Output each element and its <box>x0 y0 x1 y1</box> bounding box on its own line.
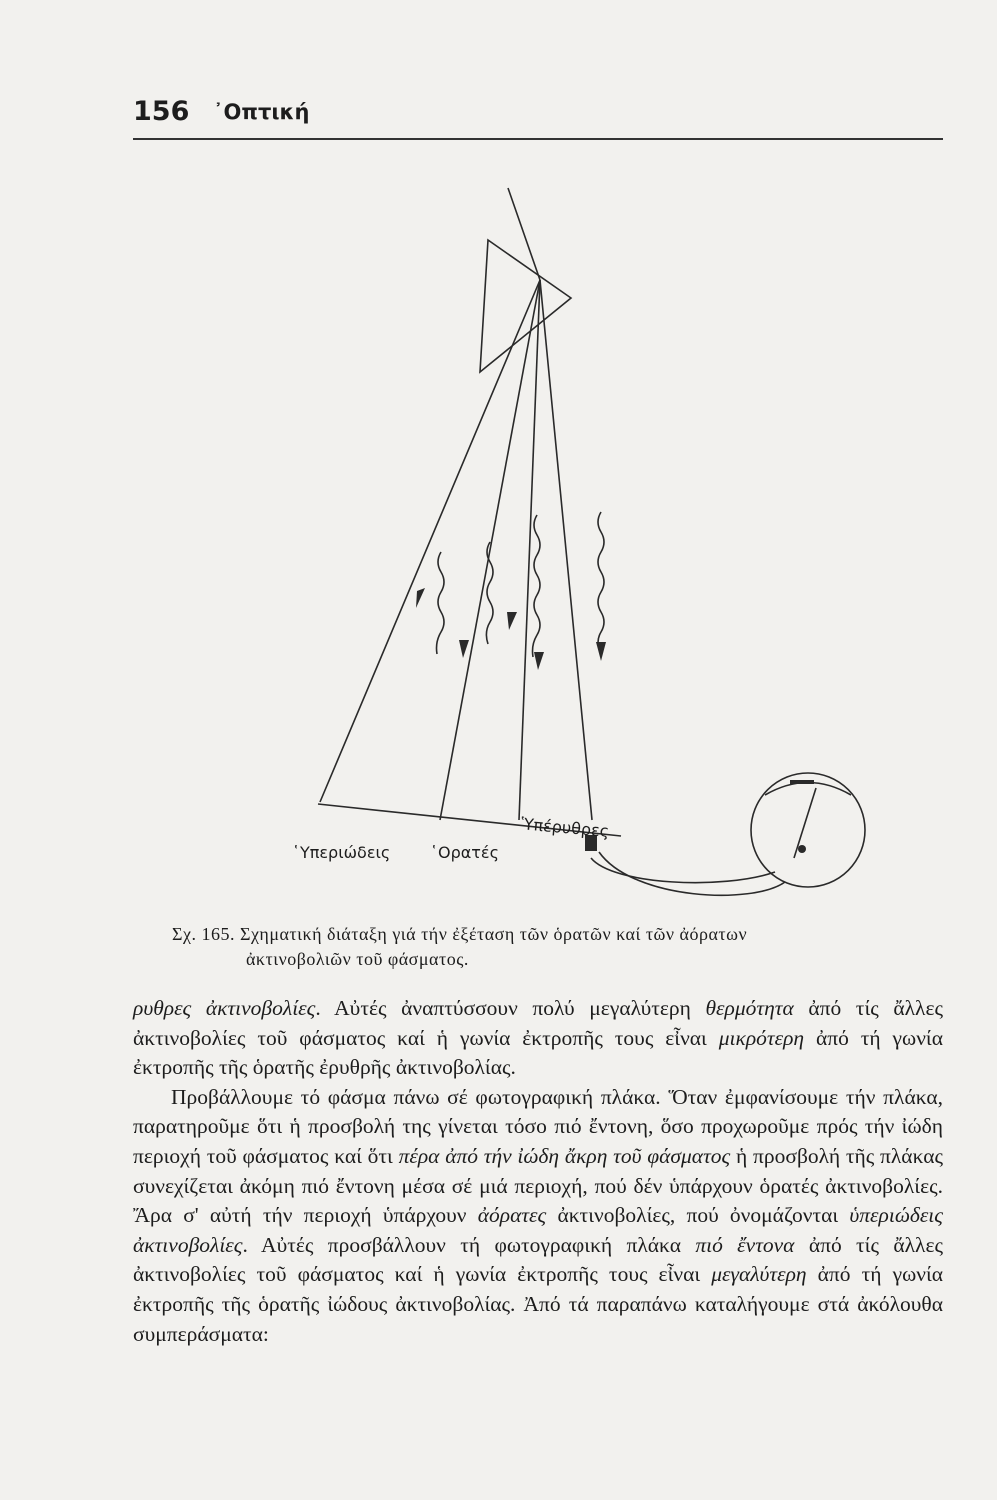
caption-line-2: ἀκτινοβολιῶν τοῦ φάσματος. <box>246 949 469 969</box>
figure-caption <box>172 922 892 972</box>
text-run: μικρότερη <box>718 1025 805 1050</box>
page-number: 156 <box>133 96 190 127</box>
paragraph-2 <box>133 1083 943 1349</box>
text-run: ρυθρες ἀκτινοβολίες <box>133 996 316 1020</box>
text-run: πιό ἔντονα <box>695 1232 795 1257</box>
label-visible: ῾Ορατές <box>430 843 499 862</box>
text-run: θερμότητα <box>705 996 794 1020</box>
text-run: Προβάλλουμε τό φάσμα πάνω σέ φωτογραφική πλάκα. Ὅταν ἐμφανίσουμε τήν πλάκα, παρατηροῦμε ὅτι ἡ προσβολή της γίνεται τόσο πιό ἔντονη, ὅσο προχωροῦμε πρός τήν ἰώδη περιοχή τοῦ φάσματος καί ὅτι <box>133 1084 943 1168</box>
paragraph-1 <box>133 994 943 1083</box>
text-run: ὑπεριώδεις ἀκτινοβολίες <box>133 1203 943 1257</box>
text-run: ἀπό τίς ἄλλες ἀκτινοβολίες τοῦ φάσματος καί ἡ γωνία ἐκτροπῆς τους εἶναι <box>133 1232 943 1287</box>
text-run: ἀπό τή γωνία ἐκτροπῆς τῆς ὁρατῆς ἐρυθρῆς ἀκτινοβολίας. <box>133 1025 943 1080</box>
wavy-arrow-1 <box>437 552 445 654</box>
infrared-ray <box>540 280 592 820</box>
galvanometer-scale <box>765 783 851 796</box>
wavy-arrow-2 <box>486 542 493 644</box>
wavy-arrow-3 <box>533 515 541 657</box>
text-run: ἀκτινοβολίες, πού ὀνομάζονται <box>546 1203 850 1228</box>
ultraviolet-ray <box>320 280 540 802</box>
text-run: ἡ προσβολή τῆς πλάκας συνεχίζεται ἀκόμη πιό ἔντονη μέσα σέ μιά περιοχή, πού δέν ὑπάρχουν ὁρατές ἀκτινοβολίες. Ἄρα σ' αὐτή τήν περιοχή ὑπάρχουν <box>133 1143 943 1228</box>
text-run: . Αὐτές ἀναπτύσσουν πολύ μεγαλύτερη <box>315 996 706 1020</box>
violet-ray <box>440 280 540 820</box>
galvanometer-dial <box>751 773 865 887</box>
label-ultraviolet: ῾Υπεριώδεις <box>292 843 391 862</box>
text-run: ἀόρατες <box>477 1203 547 1228</box>
red-ray <box>519 280 540 820</box>
text-run: ἀπό τή γωνία ἐκτροπῆς τῆς ὁρατῆς ἰώδους ἀκτινοβολίας. Ἀπό τά παραπάνω καταλήγουμε στά ἀκόλουθα συμπεράσματα: <box>133 1262 943 1346</box>
caption-line-1: Σχ. 165. Σχηματική διάταξη γιά τήν ἐξέταση τῶν ὁρατῶν καί τῶν ἀόρατων <box>172 924 748 944</box>
text-run: . Αὐτές προσβάλλουν τή φωτογραφική πλάκα <box>242 1232 696 1257</box>
page-header <box>133 96 943 136</box>
text-run: πέρα ἀπό τήν ἰώδη ἄκρη τοῦ φάσματος <box>398 1143 731 1168</box>
wire-outer <box>599 852 785 895</box>
body-text <box>133 994 943 1349</box>
label-infrared: Ὑπέρυθρες <box>520 814 610 841</box>
spectrum-diagram <box>133 140 943 925</box>
text-run: ἀπό τίς ἄλλες ἀκτινοβολίες τοῦ φάσματος καί ἡ γωνία ἐκτροπῆς τους εἶναι <box>133 996 943 1050</box>
spectrum-figure <box>133 140 943 925</box>
running-title: ᾿Οπτική <box>213 100 310 124</box>
wavy-arrow-4 <box>598 512 604 654</box>
prism <box>480 240 571 372</box>
text-run: μεγαλύτερη <box>711 1262 807 1287</box>
incoming-ray <box>508 188 540 280</box>
